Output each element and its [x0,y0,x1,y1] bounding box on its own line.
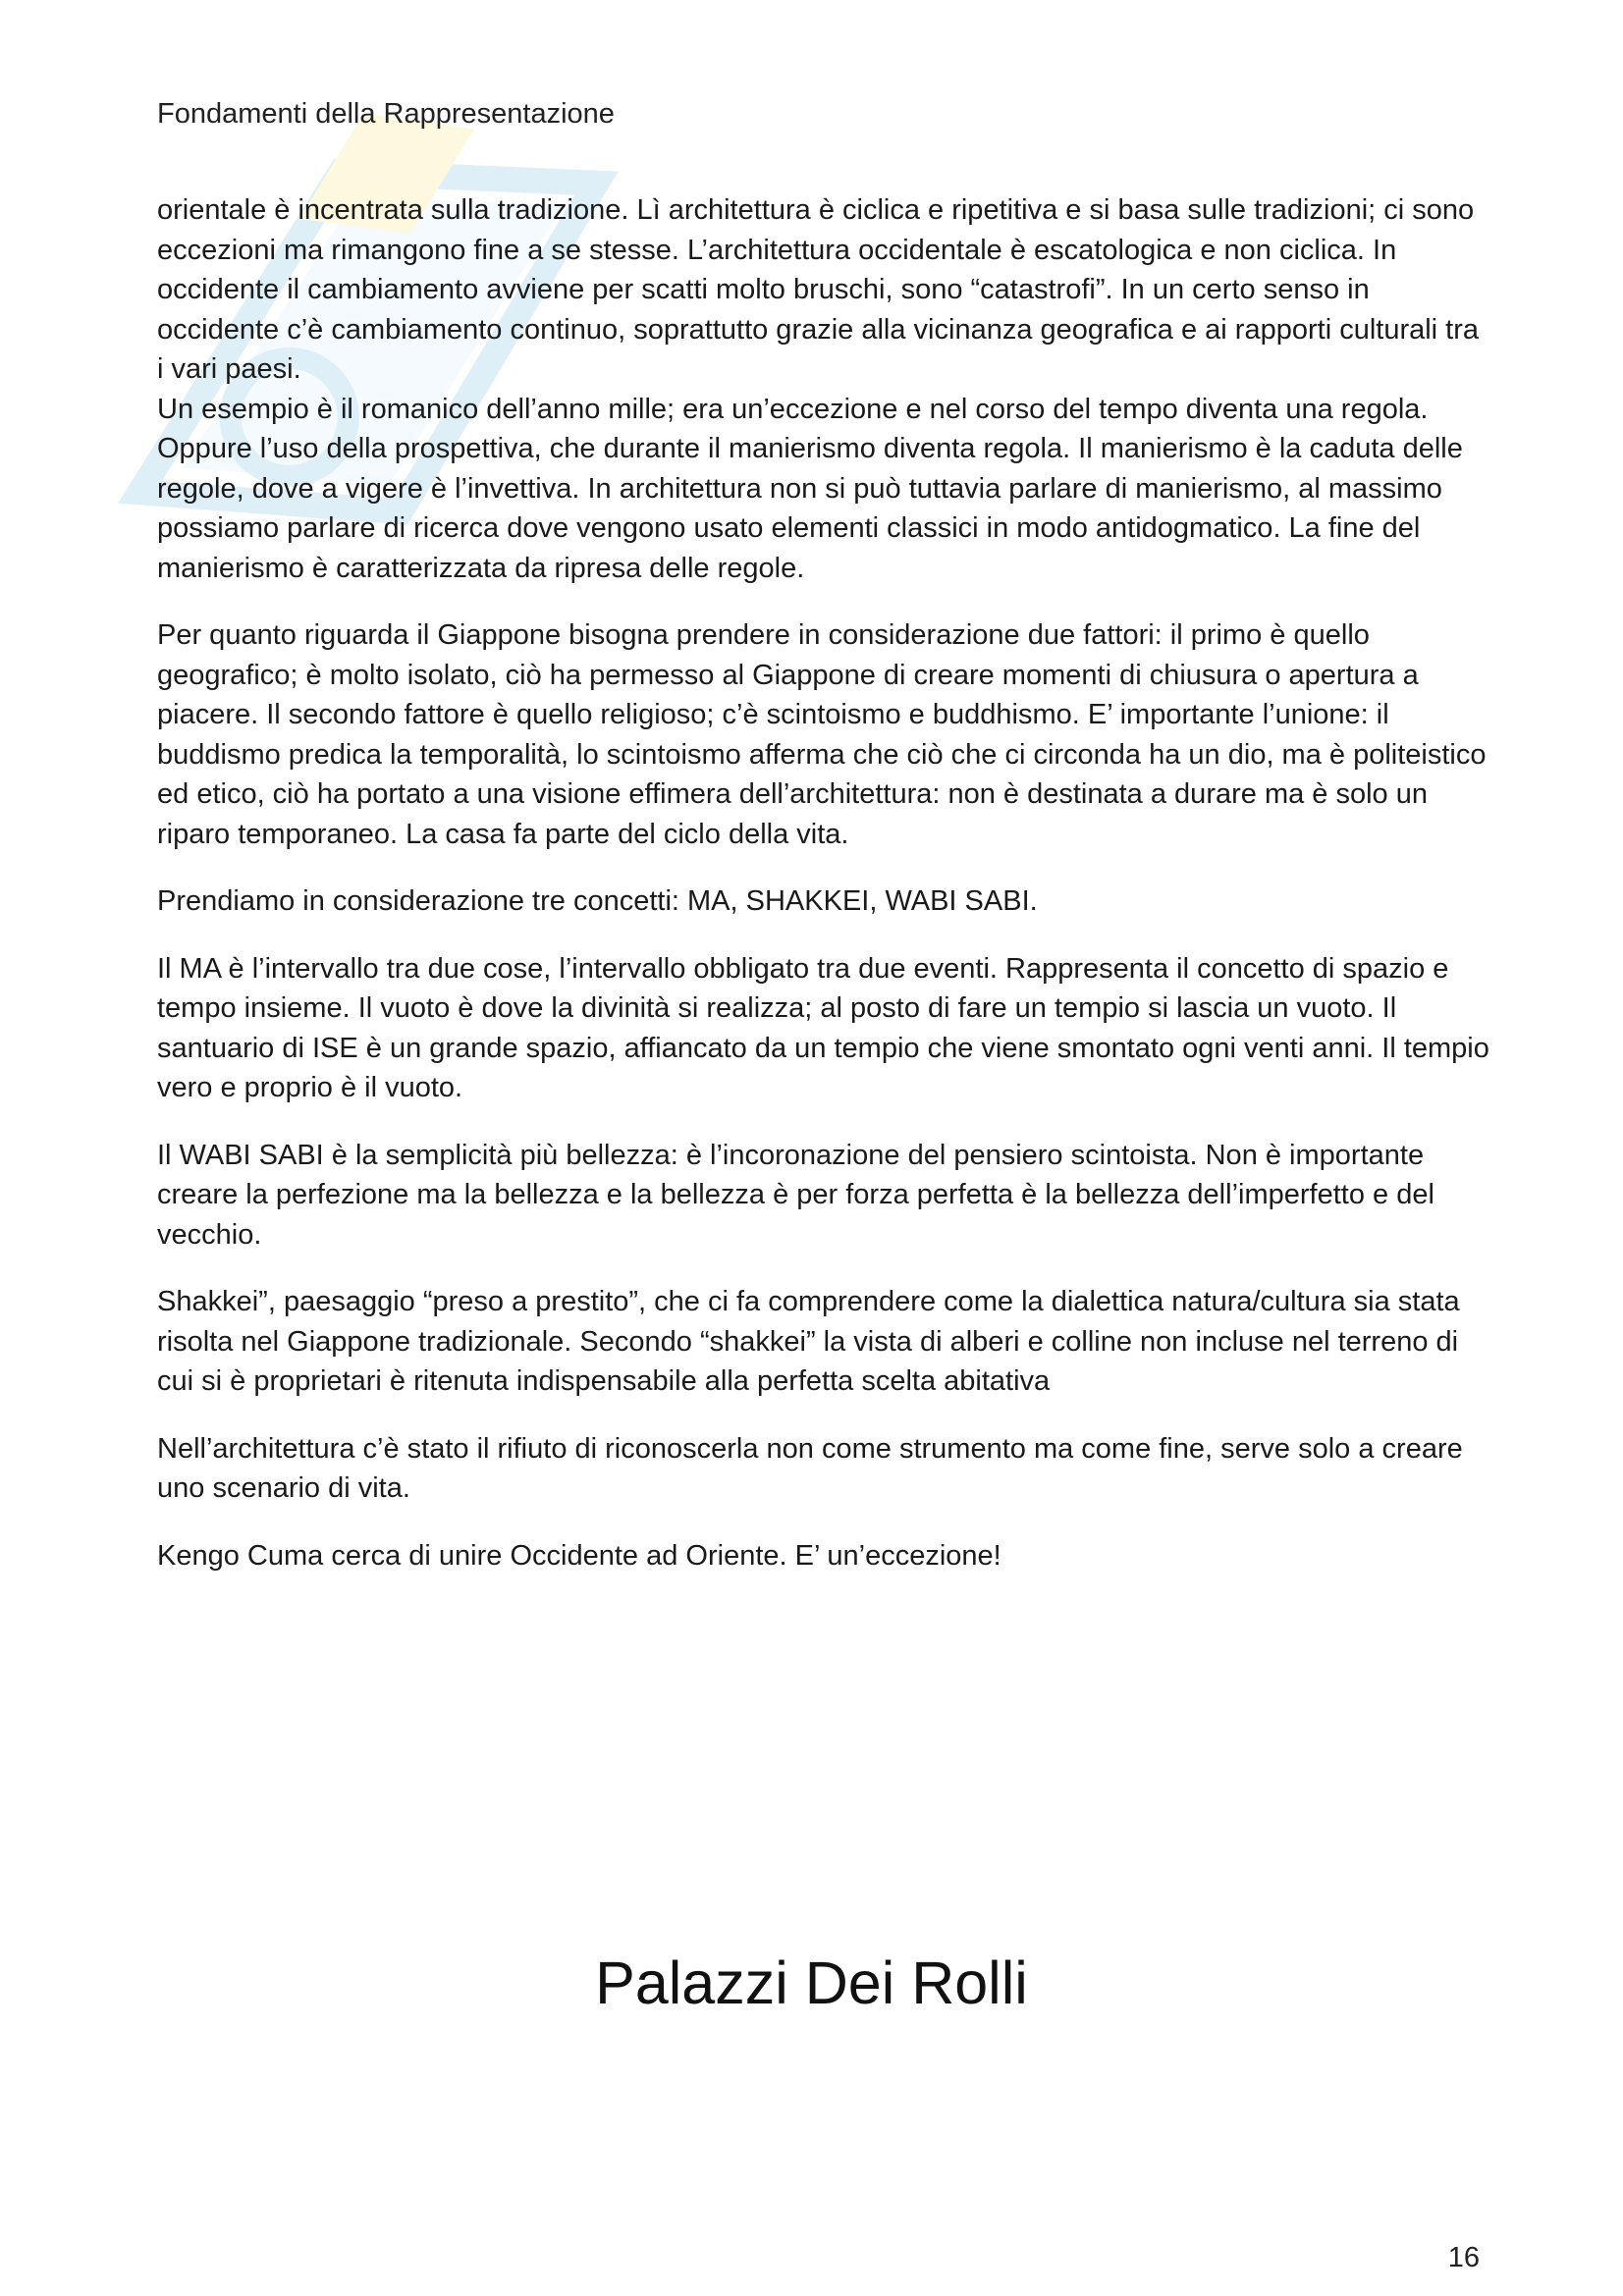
body-paragraph: Un esempio è il romanico dell’anno mille; era un’eccezione e nel corso del tempo diventa una regola. Oppure l’uso della prospettiva, che durante il manierismo diventa regola. Il manierismo è la caduta delle regole, dove a vigere è l’invettiva. In architettura non si può tuttavia parlare di manierismo, al massimo possiamo parlare di ricerca dove vengono usato elementi classici in modo antidogmatico. La fine del manierismo è caratterizzata da ripresa delle regole. [157,393,1463,584]
running-header: Fondamenti della Rappresentazione [157,98,615,130]
body-paragraph: Nell’architettura c’è stato il rifiuto di riconoscerla non come strumento ma come fine, serve solo a creare uno scenario di vita. [157,1432,1463,1504]
document-body [157,190,1492,1603]
body-paragraph: Kengo Cuma cerca di unire Occidente ad Oriente. E’ un’eccezione! [157,1539,1001,1572]
body-paragraph: Per quanto riguarda il Giappone bisogna prendere in considerazione due fattori: il primo è quello geografico; è molto isolato, ciò ha permesso al Giappone di creare momenti di chiusura o apertura a piacere. Il secondo fattore è quello religioso; c’è scintoismo e buddhismo. E’ importante l’unione: il buddismo predica la temporalità, lo scintoismo afferma che ciò che ci circonda ha un dio, ma è politeistico ed etico, ciò ha portato a una visione effimera dell’architettura: non è destinata a durare ma è solo un riparo temporaneo. La casa fa parte del ciclo della vita. [157,619,1487,850]
page-number: 16 [1447,2242,1480,2273]
body-paragraph: Il WABI SABI è la semplicità più bellezza: è l’incoronazione del pensiero scintoista. Non è importante creare la perfezione ma la bellezza e la bellezza è per forza perfetta è la bellezza dell’imperfetto e del vecchio. [157,1139,1434,1251]
body-paragraph: Prendiamo in considerazione tre concetti: MA, SHAKKEI, WABI SABI. [157,885,1038,917]
section-title: Palazzi Dei Rolli [595,1949,1028,2016]
body-paragraph: Shakkei”, paesaggio “preso a prestito”, che ci fa comprendere come la dialettica natura/cultura sia stata risolta nel Giappone tradizionale. Secondo “shakkei” la vista di alberi e colline non incluse nel terreno di cui si è proprietari è ritenuta indispensabile alla perfetta scelta abitativa [157,1286,1460,1397]
body-paragraph: orientale è incentrata sulla tradizione. Lì architettura è ciclica e ripetitiva e si basa sulle tradizioni; ci sono eccezioni ma rimangono fine a se stesse. L’architettura occidentale è escatologica e non ciclica. In occidente il cambiamento avviene per scatti molto bruschi, sono “catastrofi”. In un certo senso in occidente c’è cambiamento continuo, soprattutto grazie alla vicinanza geografica e ai rapporti culturali tra i vari paesi. [157,194,1480,385]
body-paragraph: Il MA è l’intervallo tra due cose, l’intervallo obbligato tra due eventi. Rappresenta il concetto di spazio e tempo insieme. Il vuoto è dove la divinità si realizza; al posto di fare un tempio si lascia un vuoto. Il santuario di ISE è un grande spazio, affiancato da un tempio che viene smontato ogni venti anni. Il tempio vero e proprio è il vuoto. [157,952,1489,1103]
